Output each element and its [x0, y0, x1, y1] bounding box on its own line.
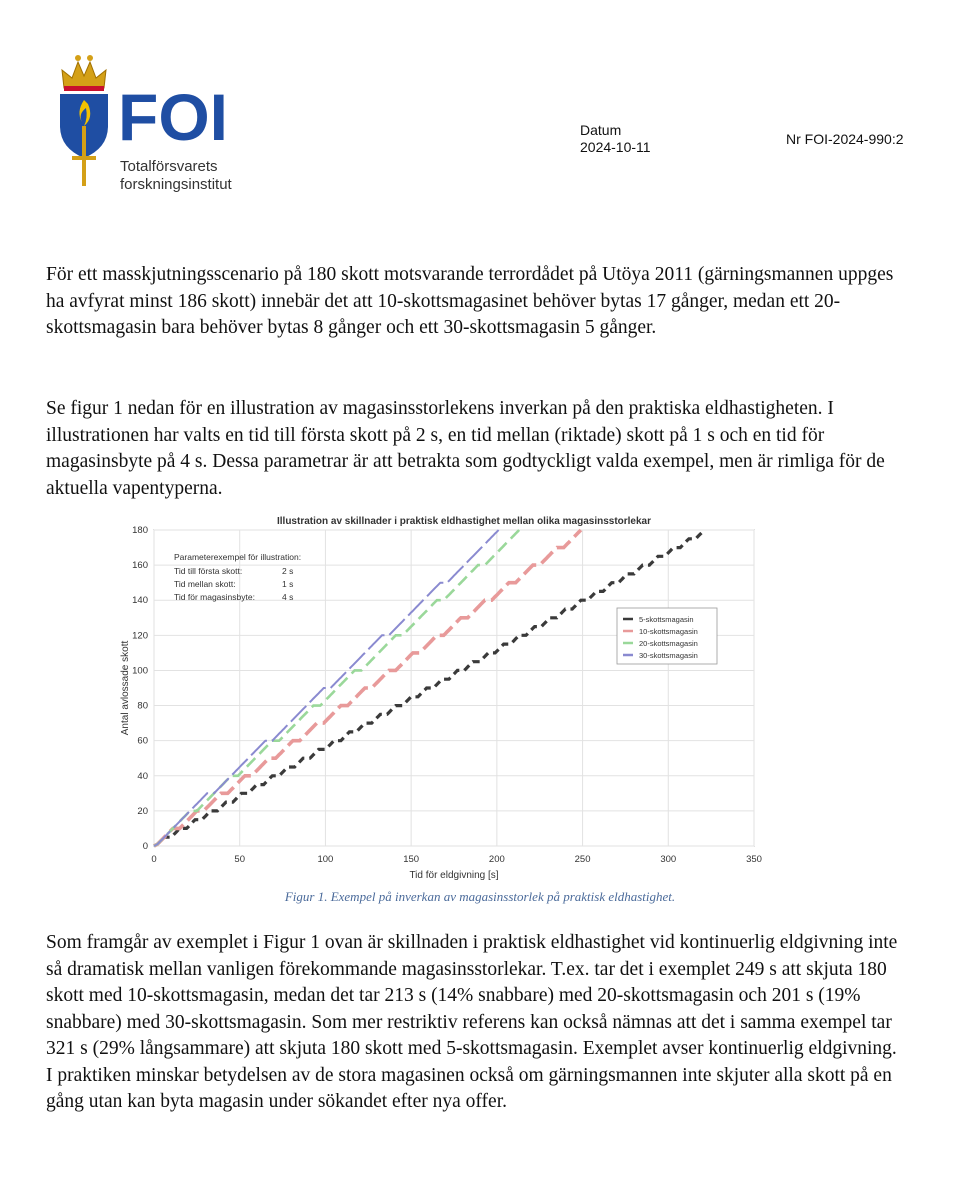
logo-org: FOI — [118, 80, 228, 154]
paragraph-2: Se figur 1 nedan för en illustration av magasinsstorlekens inverkan på den praktiska eldhastigheten. I illustrationen har valts en tid till första skott på 2 s, en tid mellan (riktade) skott på 1 s och en tid för magasinsbyte på 4 s. Dessa parametrar är att betrakta som godtyckligt valda exempel, men är rimliga för de aktuella vapentyperna. — [46, 398, 885, 499]
figure-caption: Figur 1. Exempel på inverkan av magasinsstorlek på praktisk eldhastighet. — [284, 889, 676, 904]
params-heading: Parameterexempel för illustration: — [174, 552, 302, 562]
x-tick-label: 50 — [234, 854, 246, 865]
x-tick-label: 200 — [488, 854, 505, 865]
x-tick-label: 250 — [574, 854, 591, 865]
y-tick-label: 140 — [132, 595, 148, 607]
y-tick-label: 80 — [137, 700, 148, 712]
params-label: Tid till första skott: — [174, 566, 243, 576]
y-tick-label: 40 — [137, 770, 148, 782]
x-tick-label: 150 — [403, 854, 420, 865]
x-tick-label: 100 — [317, 854, 334, 865]
logo-line2: forskningsinstitut — [120, 176, 232, 193]
y-tick-label: 20 — [137, 805, 148, 817]
legend-label: 5-skottsmagasin — [639, 615, 694, 624]
legend-label: 10-skottsmagasin — [639, 627, 698, 636]
crown-icon — [62, 55, 106, 91]
y-axis-label: Antal avlossade skott — [120, 640, 131, 736]
chart-title: Illustration av skillnader i praktisk eldhastighet mellan olika magasinsstorlekar — [276, 516, 652, 527]
report-number: Nr FOI-2024-990:2 — [786, 131, 904, 147]
params-value: 4 s — [282, 592, 294, 602]
logo-line1: Totalförsvarets — [120, 158, 218, 175]
plot-area — [154, 530, 754, 846]
date-value: 2024-10-11 — [580, 139, 651, 155]
y-tick-label: 180 — [132, 525, 148, 536]
params-label: Tid mellan skott: — [174, 579, 236, 589]
params-label: Tid för magasinsbyte: — [174, 592, 255, 602]
legend-label: 20-skottsmagasin — [639, 639, 698, 648]
y-tick-label: 60 — [137, 735, 148, 747]
x-tick-label: 300 — [660, 854, 677, 865]
y-tick-label: 100 — [132, 665, 148, 677]
y-tick-label: 120 — [132, 630, 148, 642]
logo-subtitle — [120, 158, 232, 194]
x-tick-label: 0 — [151, 854, 157, 865]
paragraph-3: Som framgår av exemplet i Figur 1 ovan är skillnaden i praktisk eldhastighet vid kontinuerlig eldgivning inte så dramatisk mellan vanligen förekommande magasinsstorlekar. T.ex. tar det i exemplet 249 s att skjuta 180 skott med 10-skottsmagasin, medan det tar 213 s (14% snabbare) med 20-skottsmagasin och 201 s (19% snabbare) med 30-skottsmagasin. Som mer restriktiv referens kan också nämnas att det i samma exempel tar 321 s (29% långsammare) att skjuta 180 skott med 5-skottsmagasin. Exemplet avser kontinuerlig eldgivning. I praktiken minskar betydelsen av de stora magasinen också om gärningsmannen inte skjuter alla skott på en gång utan kan byta magasin under sökandet efter nya offer. — [46, 932, 898, 1112]
legend-label: 30-skottsmagasin — [639, 651, 698, 660]
shield-emblem-icon — [60, 94, 108, 186]
paragraph-1: För ett masskjutningsscenario på 180 skott motsvarande terrordådet på Utöya 2011 (gärningsmannen uppges ha avfyrat minst 186 skott) innebär det att 10-skottsmagasinet behöver bytas 17 gånger, medan ett 20-skottsmagasin bara behöver bytas 8 gånger och ett 30-skottsmagasin 5 gånger. — [46, 264, 894, 338]
y-tick-label: 160 — [132, 560, 148, 572]
x-tick-label: 350 — [746, 854, 762, 865]
x-axis-label: Tid för eldgivning [s] — [409, 870, 499, 881]
date-label: Datum — [580, 122, 622, 138]
magazine-rate-chart — [112, 510, 772, 882]
date-block — [580, 122, 651, 156]
params-value: 1 s — [282, 579, 294, 589]
y-tick-label: 0 — [142, 841, 148, 852]
params-value: 2 s — [282, 566, 294, 576]
